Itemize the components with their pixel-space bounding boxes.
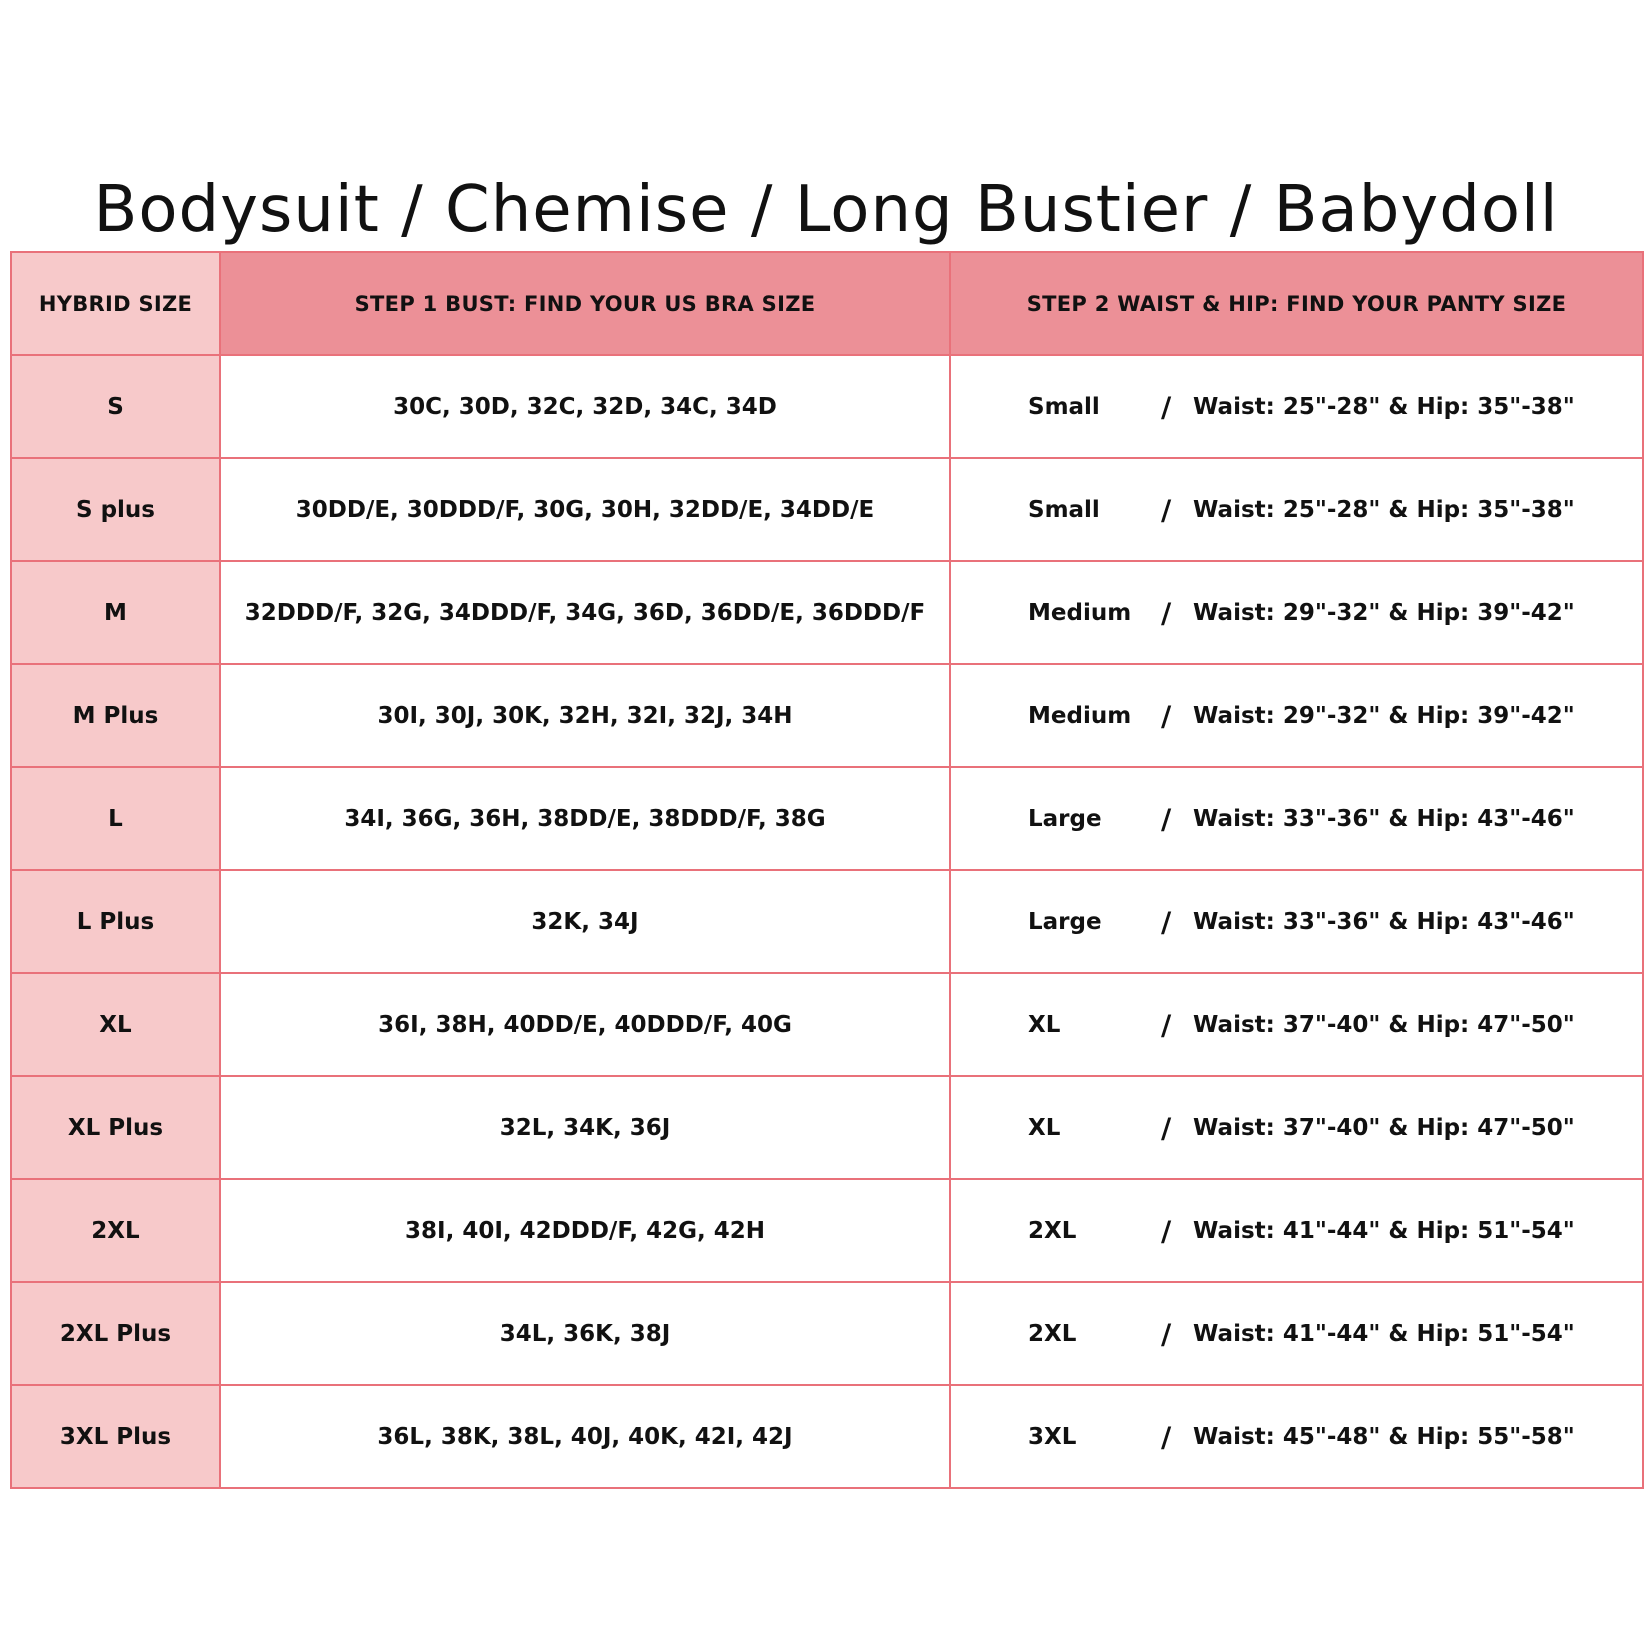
hybrid-size-cell: 2XL: [11, 1179, 220, 1282]
hybrid-size-cell: M: [11, 561, 220, 664]
panty-size-label: XL: [1028, 1011, 1061, 1038]
panty-size-content: [951, 1180, 1642, 1281]
panty-size-label: Medium: [1028, 599, 1132, 626]
hybrid-size-cell: XL Plus: [11, 1076, 220, 1179]
waist-hip-measurements: Waist: 37"-40" & Hip: 47"-50": [1193, 1114, 1575, 1141]
bra-size-cell: 34L, 36K, 38J: [220, 1282, 950, 1385]
header-step2-waist-hip: STEP 2 WAIST & HIP: FIND YOUR PANTY SIZE: [950, 252, 1643, 355]
panty-size-cell: [950, 973, 1643, 1076]
panty-size-content: [951, 665, 1642, 766]
panty-size-content: [951, 1386, 1642, 1487]
panty-size-label: 2XL: [1028, 1217, 1077, 1244]
hybrid-size-cell: 3XL Plus: [11, 1385, 220, 1488]
hybrid-size-cell: S plus: [11, 458, 220, 561]
separator-slash: /: [1161, 1317, 1172, 1350]
table-row: [11, 1385, 1643, 1488]
waist-hip-measurements: Waist: 37"-40" & Hip: 47"-50": [1193, 1011, 1575, 1038]
panty-size-cell: [950, 1385, 1643, 1488]
separator-slash: /: [1161, 1008, 1172, 1041]
separator-slash: /: [1161, 493, 1172, 526]
panty-size-cell: [950, 561, 1643, 664]
header-step1-bust: STEP 1 BUST: FIND YOUR US BRA SIZE: [220, 252, 950, 355]
panty-size-label: Large: [1028, 908, 1102, 935]
hybrid-size-cell: S: [11, 355, 220, 458]
separator-slash: /: [1161, 596, 1172, 629]
panty-size-cell: [950, 870, 1643, 973]
waist-hip-measurements: Waist: 33"-36" & Hip: 43"-46": [1193, 805, 1575, 832]
panty-size-content: [951, 871, 1642, 972]
bra-size-cell: 38I, 40I, 42DDD/F, 42G, 42H: [220, 1179, 950, 1282]
table-row: [11, 1179, 1643, 1282]
separator-slash: /: [1161, 390, 1172, 423]
size-rows: [11, 355, 1643, 1488]
hybrid-size-cell: XL: [11, 973, 220, 1076]
bra-size-cell: 32K, 34J: [220, 870, 950, 973]
panty-size-content: [951, 562, 1642, 663]
separator-slash: /: [1161, 699, 1172, 732]
waist-hip-measurements: Waist: 33"-36" & Hip: 43"-46": [1193, 908, 1575, 935]
bra-size-cell: 36I, 38H, 40DD/E, 40DDD/F, 40G: [220, 973, 950, 1076]
bra-size-cell: 30C, 30D, 32C, 32D, 34C, 34D: [220, 355, 950, 458]
table-row: [11, 870, 1643, 973]
hybrid-size-cell: L: [11, 767, 220, 870]
panty-size-content: [951, 768, 1642, 869]
table-row: [11, 973, 1643, 1076]
waist-hip-measurements: Waist: 25"-28" & Hip: 35"-38": [1193, 496, 1575, 523]
separator-slash: /: [1161, 1111, 1172, 1144]
panty-size-cell: [950, 458, 1643, 561]
hybrid-size-cell: L Plus: [11, 870, 220, 973]
panty-size-cell: [950, 767, 1643, 870]
panty-size-label: Small: [1028, 393, 1100, 420]
panty-size-content: [951, 459, 1642, 560]
header-hybrid-size: HYBRID SIZE: [11, 252, 220, 355]
page-title: Bodysuit / Chemise / Long Bustier / Babydoll: [93, 173, 1559, 247]
table-row: [11, 767, 1643, 870]
waist-hip-measurements: Waist: 25"-28" & Hip: 35"-38": [1193, 393, 1575, 420]
panty-size-content: [951, 974, 1642, 1075]
panty-size-content: [951, 1283, 1642, 1384]
separator-slash: /: [1161, 905, 1172, 938]
waist-hip-measurements: Waist: 41"-44" & Hip: 51"-54": [1193, 1217, 1575, 1244]
panty-size-cell: [950, 355, 1643, 458]
panty-size-label: XL: [1028, 1114, 1061, 1141]
hybrid-size-cell: M Plus: [11, 664, 220, 767]
panty-size-content: [951, 1077, 1642, 1178]
panty-size-label: 2XL: [1028, 1320, 1077, 1347]
bra-size-cell: 32L, 34K, 36J: [220, 1076, 950, 1179]
waist-hip-measurements: Waist: 45"-48" & Hip: 55"-58": [1193, 1423, 1575, 1450]
waist-hip-measurements: Waist: 29"-32" & Hip: 39"-42": [1193, 599, 1575, 626]
panty-size-content: [951, 356, 1642, 457]
bra-size-cell: 30DD/E, 30DDD/F, 30G, 30H, 32DD/E, 34DD/E: [220, 458, 950, 561]
waist-hip-measurements: Waist: 41"-44" & Hip: 51"-54": [1193, 1320, 1575, 1347]
header-row: [11, 252, 1643, 355]
panty-size-label: Large: [1028, 805, 1102, 832]
bra-size-cell: 32DDD/F, 32G, 34DDD/F, 34G, 36D, 36DD/E, 36DDD/F: [220, 561, 950, 664]
panty-size-cell: [950, 1282, 1643, 1385]
panty-size-cell: [950, 664, 1643, 767]
table-row: [11, 458, 1643, 561]
panty-size-label: 3XL: [1028, 1423, 1077, 1450]
table-row: [11, 355, 1643, 458]
size-chart-table: [10, 251, 1644, 1489]
separator-slash: /: [1161, 1214, 1172, 1247]
separator-slash: /: [1161, 802, 1172, 835]
table-row: [11, 561, 1643, 664]
hybrid-size-cell: 2XL Plus: [11, 1282, 220, 1385]
table-row: [11, 664, 1643, 767]
waist-hip-measurements: Waist: 29"-32" & Hip: 39"-42": [1193, 702, 1575, 729]
bra-size-cell: 30I, 30J, 30K, 32H, 32I, 32J, 34H: [220, 664, 950, 767]
panty-size-label: Medium: [1028, 702, 1132, 729]
panty-size-cell: [950, 1076, 1643, 1179]
separator-slash: /: [1161, 1420, 1172, 1453]
panty-size-label: Small: [1028, 496, 1100, 523]
panty-size-cell: [950, 1179, 1643, 1282]
bra-size-cell: 34I, 36G, 36H, 38DD/E, 38DDD/F, 38G: [220, 767, 950, 870]
table-row: [11, 1282, 1643, 1385]
bra-size-cell: 36L, 38K, 38L, 40J, 40K, 42I, 42J: [220, 1385, 950, 1488]
table-row: [11, 1076, 1643, 1179]
